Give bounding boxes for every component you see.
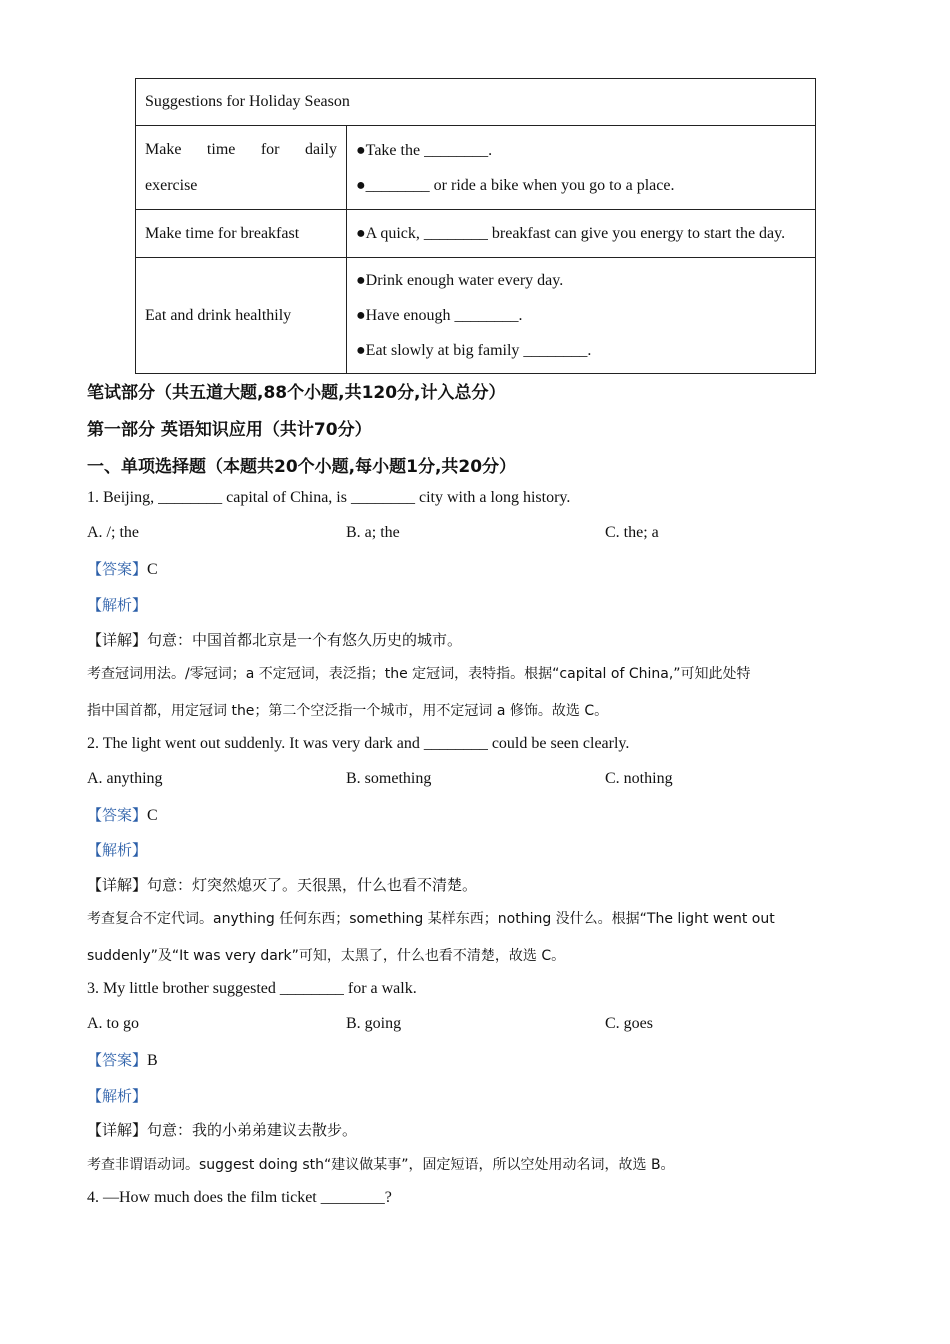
table-row-items (347, 258, 816, 374)
question-stem: 1. Beijing, ________ capital of China, is ________ city with a long history. (87, 489, 571, 506)
detail-text: 句意：我的小弟弟建议去散步。 (147, 1121, 358, 1139)
table-row-items (347, 210, 816, 258)
list-item: ●Eat slowly at big family ________. (356, 342, 592, 359)
option-c: C. the; a (605, 524, 659, 541)
detail-line (87, 874, 477, 895)
answer-line (87, 558, 158, 579)
question-stem: 4. —How much does the film ticket ________? (87, 1189, 392, 1206)
detail-label: 【详解】 (87, 1121, 148, 1139)
option-c: C. nothing (605, 770, 673, 787)
explanation-line: 考查冠词用法。/零冠词；a 不定冠词，表泛指；the 定冠词，表特指。根据“capital of China,”可知此处特 (87, 666, 751, 682)
suggestions-table (135, 78, 816, 374)
option-b: B. a; the (346, 524, 400, 541)
heading-written-part: 笔试部分（共五道大题,88个小题,共120分,计入总分） (87, 383, 506, 403)
table-row-items (347, 126, 816, 210)
explanation-line: 考查复合不定代词。anything 任何东西；something 某样东西；nothing 没什么。根据“The light went out (87, 911, 775, 927)
list-item: ●Drink enough water every day. (356, 272, 564, 289)
option-b: B. going (346, 1015, 402, 1032)
detail-line (87, 629, 462, 650)
option-b: B. something (346, 770, 432, 787)
list-item: ●Have enough ________. (356, 307, 523, 324)
table-title: Suggestions for Holiday Season (136, 79, 816, 126)
answer-value: C (147, 807, 158, 824)
answer-line (87, 1049, 158, 1070)
question-stem: 3. My little brother suggested ________ for a walk. (87, 980, 417, 997)
answer-value: C (147, 561, 158, 578)
option-c: C. goes (605, 1015, 653, 1032)
analysis-label: 【解析】 (87, 841, 148, 859)
answer-label: 【答案】 (87, 1051, 148, 1069)
option-a: A. anything (87, 770, 163, 787)
detail-line (87, 1119, 357, 1140)
heading-part-one: 第一部分 英语知识应用（共计70分） (87, 420, 372, 440)
option-a: A. to go (87, 1015, 139, 1032)
table-row-label: Eat and drink healthily (136, 258, 347, 374)
list-item: ●Take the ________. (356, 141, 493, 159)
detail-text: 句意：中国首都北京是一个有悠久历史的城市。 (147, 631, 463, 649)
answer-line (87, 804, 158, 825)
answer-label: 【答案】 (87, 560, 148, 578)
list-item: ●A quick, ________ breakfast can give you energy to start the day. (356, 225, 786, 242)
analysis-label: 【解析】 (87, 596, 148, 614)
table-row-label: Make time for daily exercise (136, 126, 347, 210)
detail-text: 句意：灯突然熄灭了。天很黑，什么也看不清楚。 (147, 876, 478, 894)
option-a: A. /; the (87, 524, 139, 541)
list-item: ●________ or ride a bike when you go to a place. (356, 176, 675, 194)
explanation-line: suddenly”及“It was very dark”可知，太黑了，什么也看不清楚，故选 C。 (87, 948, 566, 964)
answer-label: 【答案】 (87, 806, 148, 824)
detail-label: 【详解】 (87, 876, 148, 894)
question-stem: 2. The light went out suddenly. It was very dark and ________ could be seen clearly. (87, 735, 630, 752)
analysis-label: 【解析】 (87, 1087, 148, 1105)
detail-label: 【详解】 (87, 631, 148, 649)
answer-value: B (147, 1052, 158, 1069)
explanation-line: 考查非谓语动词。suggest doing sth“建议做某事”，固定短语，所以空处用动名词，故选 B。 (87, 1157, 675, 1173)
heading-section-one: 一、单项选择题（本题共20个小题,每小题1分,共20分） (87, 457, 517, 477)
table-row-label: Make time for breakfast (136, 210, 347, 258)
explanation-line: 指中国首都，用定冠词 the；第二个空泛指一个城市，用不定冠词 a 修饰。故选 C。 (87, 703, 609, 719)
